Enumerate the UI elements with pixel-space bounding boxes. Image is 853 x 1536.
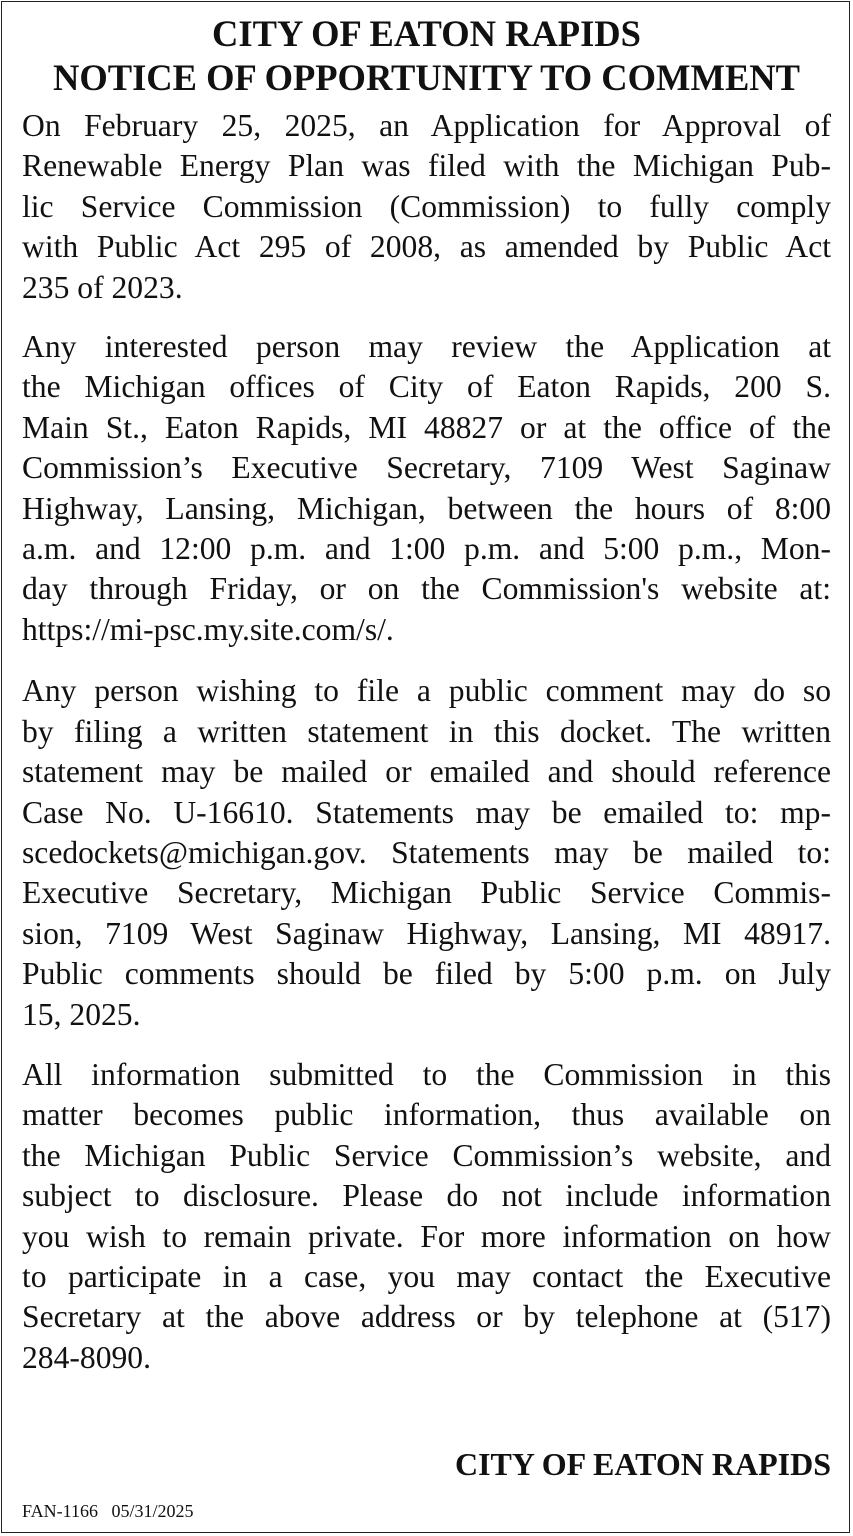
text-line: with Public Act 295 of 2008, as amended by Public Act xyxy=(22,229,831,265)
text-line: 235 of 2023. xyxy=(22,269,183,305)
email-line[interactable]: scedockets@michigan.gov. Statements may be mailed to: xyxy=(22,834,831,870)
notice-body xyxy=(22,12,831,1378)
text-line: Case No. U-16610. Statements may be emailed to: mp- xyxy=(22,794,831,830)
text-line: Secretary at the above address or by telephone at (517) xyxy=(22,1299,831,1335)
text-line: Public comments should be filed by 5:00 p.m. on July xyxy=(22,956,831,992)
phone-number[interactable]: 284-8090. xyxy=(22,1339,151,1375)
text-line: a.m. and 12:00 p.m. and 1:00 p.m. and 5:00 p.m., Mon- xyxy=(22,531,831,567)
notice-title xyxy=(22,12,831,100)
text-line: Executive Secretary, Michigan Public Service Commis- xyxy=(22,875,831,911)
text-line: Main St., Eaton Rapids, MI 48827 or at the office of the xyxy=(22,409,831,445)
website-link[interactable]: https://mi-psc.my.site.com/s/. xyxy=(22,611,394,647)
paragraph-disclosure xyxy=(22,1055,831,1378)
paragraph-comment xyxy=(22,671,831,1035)
text-line: lic Service Commission (Commission) to fully comply xyxy=(22,188,831,224)
text-line: Highway, Lansing, Michigan, between the hours of 8:00 xyxy=(22,490,831,526)
text-line: day through Friday, or on the Commission's website at: xyxy=(22,571,831,607)
text-line: Any person wishing to file a public comment may do so xyxy=(22,673,831,709)
text-line: Renewable Energy Plan was filed with the Michigan Pub- xyxy=(22,148,831,184)
text-line: sion, 7109 West Saginaw Highway, Lansing, MI 48917. xyxy=(22,915,831,951)
text-line: the Michigan Public Service Commission’s website, and xyxy=(22,1137,831,1173)
text-line: by filing a written statement in this docket. The written xyxy=(22,713,831,749)
text-line: subject to disclosure. Please do not include information xyxy=(22,1178,831,1214)
text-line: statement may be mailed or emailed and should reference xyxy=(22,754,831,790)
text-line: Commission’s Executive Secretary, 7109 West Saginaw xyxy=(22,450,831,486)
text-line: matter becomes public information, thus available on xyxy=(22,1097,831,1133)
text-line: All information submitted to the Commission in this xyxy=(22,1056,831,1092)
footer-id xyxy=(22,1500,194,1522)
text-line: Any interested person may review the Application at xyxy=(22,329,831,365)
text-line: to participate in a case, you may contact the Executive xyxy=(22,1258,831,1294)
text-line: On February 25, 2025, an Application for Approval of xyxy=(22,108,831,143)
text-line: the Michigan offices of City of Eaton Rapids, 200 S. xyxy=(22,369,831,405)
paragraph-filing xyxy=(22,106,831,308)
text-line: 15, 2025. xyxy=(22,996,141,1032)
title-line-2: NOTICE OF OPPORTUNITY TO COMMENT xyxy=(52,57,801,98)
text-line: you wish to remain private. For more information on how xyxy=(22,1218,831,1254)
paragraph-review xyxy=(22,327,831,650)
title-line-1: CITY OF EATON RAPIDS xyxy=(212,13,641,54)
footer-date: 05/31/2025 xyxy=(111,1501,194,1521)
signature: CITY OF EATON RAPIDS xyxy=(454,1446,831,1482)
footer-code: FAN-1166 xyxy=(22,1501,98,1521)
